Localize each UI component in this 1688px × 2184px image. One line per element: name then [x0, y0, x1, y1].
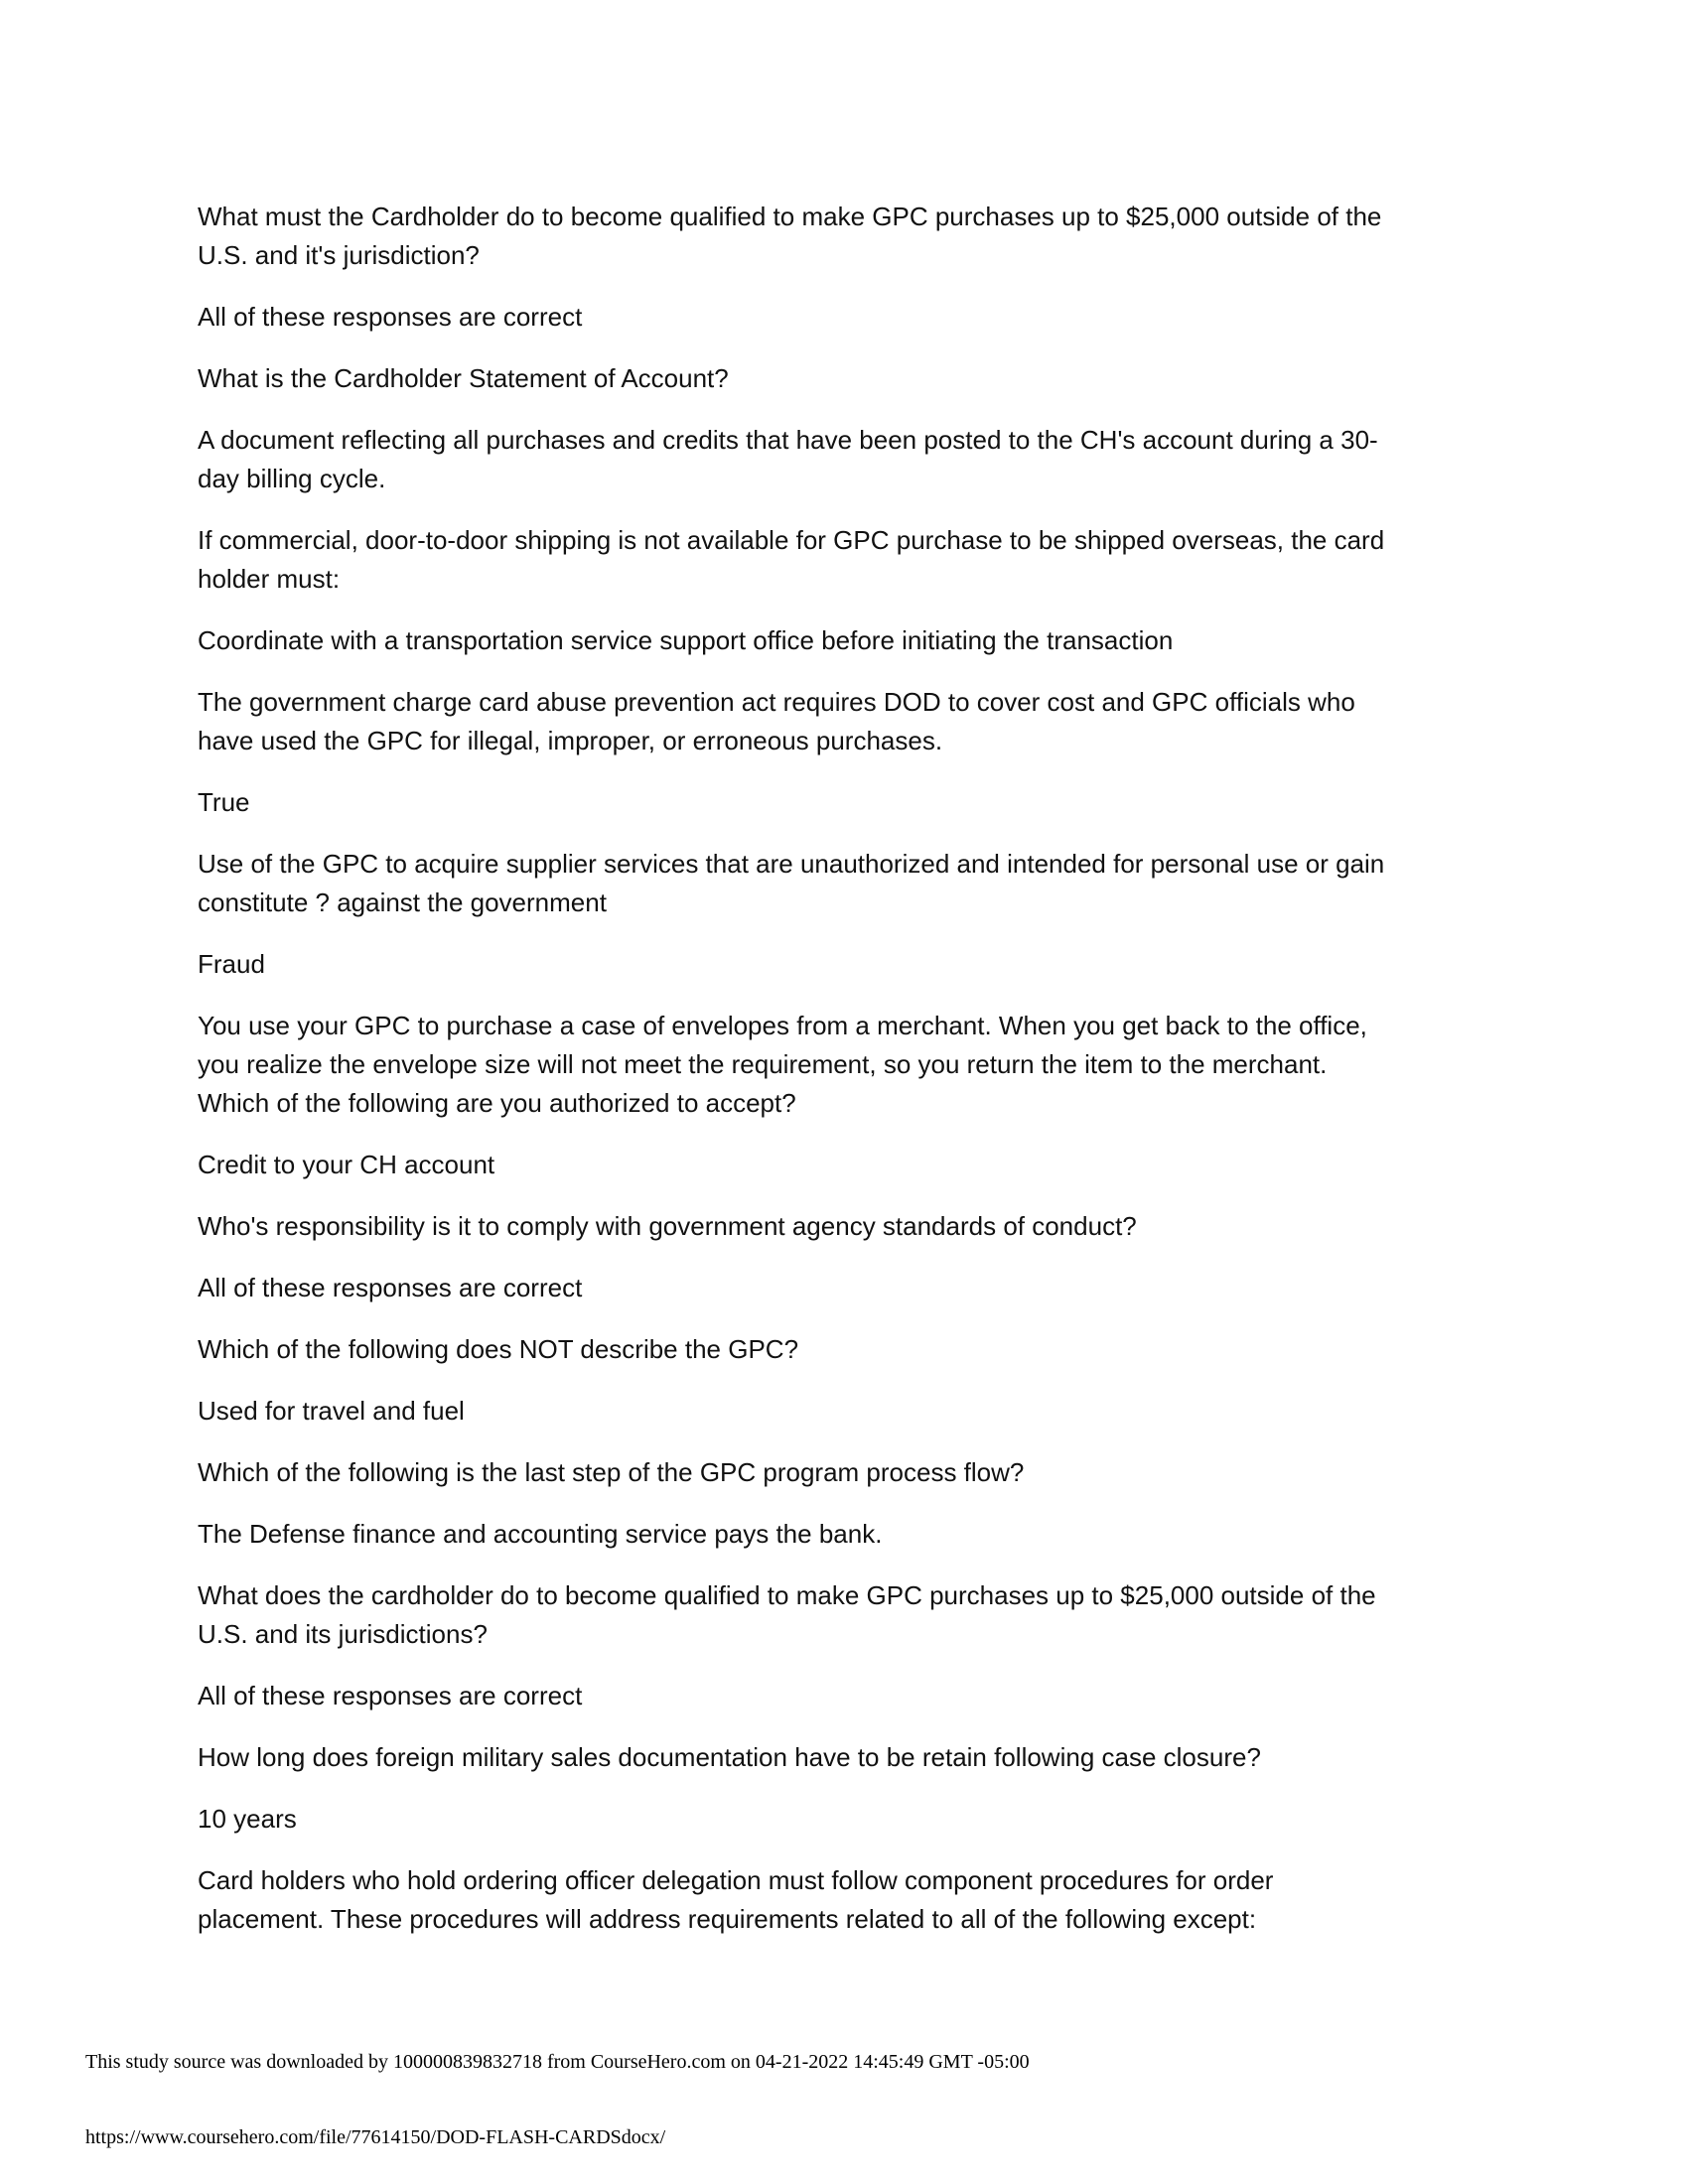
- text-line: All of these responses are correct: [198, 1273, 583, 1302]
- flashcard-answer: [198, 1800, 1488, 1839]
- text-line: placement. These procedures will address requirements related to all of the following except:: [198, 1904, 1257, 1934]
- text-line: Credit to your CH account: [198, 1150, 495, 1179]
- flashcard-answer: [198, 1269, 1488, 1307]
- flashcard-question: [198, 1738, 1488, 1777]
- text-line: constitute ? against the government: [198, 887, 607, 917]
- source-url[interactable]: https://www.coursehero.com/file/77614150/DOD-FLASH-CARDSdocx/: [85, 2126, 666, 2148]
- flashcard-question: [198, 198, 1488, 275]
- text-line: Which of the following does NOT describe the GPC?: [198, 1334, 799, 1364]
- text-line: U.S. and it's jurisdiction?: [198, 240, 480, 270]
- text-line: The government charge card abuse prevention act requires DOD to cover cost and GPC officials who: [198, 687, 1355, 717]
- text-line: Use of the GPC to acquire supplier services that are unauthorized and intended for personal use or gain: [198, 849, 1385, 879]
- flashcard-answer: [198, 421, 1488, 498]
- text-line: Who's responsibility is it to comply with government agency standards of conduct?: [198, 1211, 1137, 1241]
- text-line: have used the GPC for illegal, improper, or erroneous purchases.: [198, 726, 943, 755]
- flashcard-answer: [198, 621, 1488, 660]
- text-line: The Defense finance and accounting service pays the bank.: [198, 1519, 883, 1549]
- flashcard-question: [198, 1576, 1488, 1654]
- text-line: Fraud: [198, 949, 265, 979]
- text-line: Which of the following are you authorized to accept?: [198, 1088, 796, 1118]
- flashcard-question: [198, 845, 1488, 922]
- text-line: holder must:: [198, 564, 341, 594]
- text-line: A document reflecting all purchases and credits that have been posted to the CH's account during a 30-: [198, 425, 1378, 455]
- flashcard-answer: [198, 1515, 1488, 1554]
- text-line: You use your GPC to purchase a case of envelopes from a merchant. When you get back to the office,: [198, 1011, 1367, 1040]
- flashcard-question: [198, 1453, 1488, 1492]
- text-line: True: [198, 787, 250, 817]
- text-line: day billing cycle.: [198, 464, 386, 493]
- text-line: If commercial, door-to-door shipping is not available for GPC purchase to be shipped overseas, the card: [198, 525, 1385, 555]
- text-line: U.S. and its jurisdictions?: [198, 1619, 488, 1649]
- text-line: How long does foreign military sales documentation have to be retain following case closure?: [198, 1742, 1261, 1772]
- text-line: All of these responses are correct: [198, 1681, 583, 1710]
- flashcard-answer: [198, 1392, 1488, 1431]
- flashcard-question: [198, 683, 1488, 760]
- flashcard-question: [198, 1007, 1488, 1123]
- download-notice: This study source was downloaded by 100000839832718 from CourseHero.com on 04-21-2022 14:45:49 GMT -05:00: [85, 2051, 1030, 2073]
- text-line: Which of the following is the last step of the GPC program process flow?: [198, 1457, 1025, 1487]
- flashcard-answer: [198, 1146, 1488, 1184]
- flashcard-question: [198, 359, 1488, 398]
- text-line: What must the Cardholder do to become qualified to make GPC purchases up to $25,000 outside of the: [198, 202, 1382, 231]
- text-line: Card holders who hold ordering officer delegation must follow component procedures for order: [198, 1865, 1274, 1895]
- flashcard-answer: [198, 945, 1488, 984]
- flashcard-question: [198, 1330, 1488, 1369]
- flashcard-answer: [198, 1677, 1488, 1715]
- text-line: What is the Cardholder Statement of Account?: [198, 363, 729, 393]
- flashcard-answer: [198, 783, 1488, 822]
- document-body: [198, 198, 1488, 1962]
- flashcard-question: [198, 1861, 1488, 1939]
- flashcard-question: [198, 1207, 1488, 1246]
- text-line: Coordinate with a transportation service support office before initiating the transaction: [198, 625, 1174, 655]
- text-line: All of these responses are correct: [198, 302, 583, 332]
- flashcard-question: [198, 521, 1488, 599]
- text-line: What does the cardholder do to become qualified to make GPC purchases up to $25,000 outside of the: [198, 1580, 1376, 1610]
- text-line: 10 years: [198, 1804, 297, 1834]
- text-line: you realize the envelope size will not meet the requirement, so you return the item to the merchant.: [198, 1049, 1328, 1079]
- text-line: Used for travel and fuel: [198, 1396, 465, 1426]
- flashcard-answer: [198, 298, 1488, 337]
